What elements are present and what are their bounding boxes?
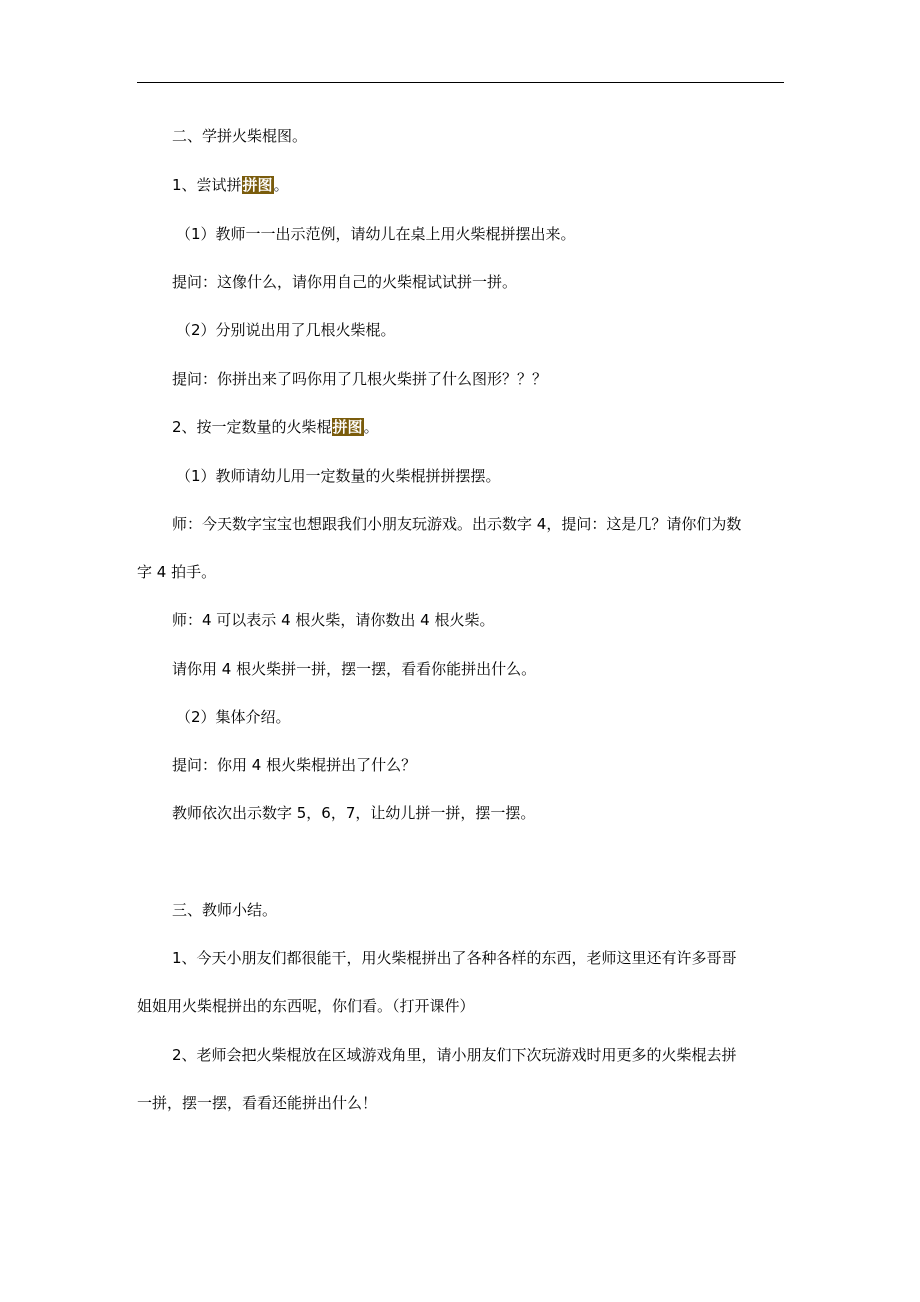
highlighted-text: 拼图 bbox=[242, 176, 273, 194]
paragraph: 2、老师会把火柴棍放在区域游戏角里，请小朋友们下次玩游戏时用更多的火柴棍去拼 bbox=[172, 1046, 737, 1064]
header-rule bbox=[137, 82, 784, 83]
highlighted-text: 拼图 bbox=[332, 418, 363, 436]
paragraph: 一拼，摆一摆，看看还能拼出什么！ bbox=[137, 1094, 378, 1112]
paragraph: （1）教师请幼儿用一定数量的火柴棍拼拼摆摆。 bbox=[176, 467, 501, 485]
paragraph: 1、今天小朋友们都很能干，用火柴棍拼出了各种各样的东西，老师这里还有许多哥哥 bbox=[172, 949, 737, 967]
subheading-try-puzzle bbox=[172, 175, 289, 195]
paragraph: 教师依次出示数字 5，6，7，让幼儿拼一拼，摆一摆。 bbox=[172, 804, 536, 822]
paragraph: 提问：你拼出来了吗你用了几根火柴拼了什么图形？？？ bbox=[172, 370, 548, 388]
subheading-count-puzzle bbox=[172, 417, 379, 437]
paragraph: 姐姐用火柴棍拼出的东西呢，你们看。（打开课件） bbox=[137, 997, 475, 1015]
paragraph: 提问：你用 4 根火柴棍拼出了什么？ bbox=[172, 756, 417, 774]
section-heading-3: 三、教师小结。 bbox=[172, 901, 278, 919]
paragraph: （1）教师一一出示范例，请幼儿在桌上用火柴棍拼摆出来。 bbox=[176, 225, 576, 243]
text-before: 2、按一定数量的火柴棍 bbox=[172, 418, 332, 436]
paragraph: （2）集体介绍。 bbox=[176, 708, 291, 726]
paragraph: 师：今天数字宝宝也想跟我们小朋友玩游戏。出示数字 4，提问：这是几？请你们为数 bbox=[172, 515, 742, 533]
paragraph: 师：4 可以表示 4 根火柴，请你数出 4 根火柴。 bbox=[172, 611, 495, 629]
paragraph: 提问：这像什么，请你用自己的火柴棍试试拼一拼。 bbox=[172, 273, 518, 291]
paragraph: （2）分别说出用了几根火柴棍。 bbox=[176, 321, 396, 339]
text-before: 1、尝试拼 bbox=[172, 176, 242, 194]
text-after: 。 bbox=[273, 176, 289, 194]
text-after: 。 bbox=[363, 418, 379, 436]
paragraph: 字 4 拍手。 bbox=[137, 563, 217, 581]
section-heading-2: 二、学拼火柴棍图。 bbox=[172, 127, 308, 145]
paragraph: 请你用 4 根火柴拼一拼，摆一摆，看看你能拼出什么。 bbox=[172, 660, 537, 678]
